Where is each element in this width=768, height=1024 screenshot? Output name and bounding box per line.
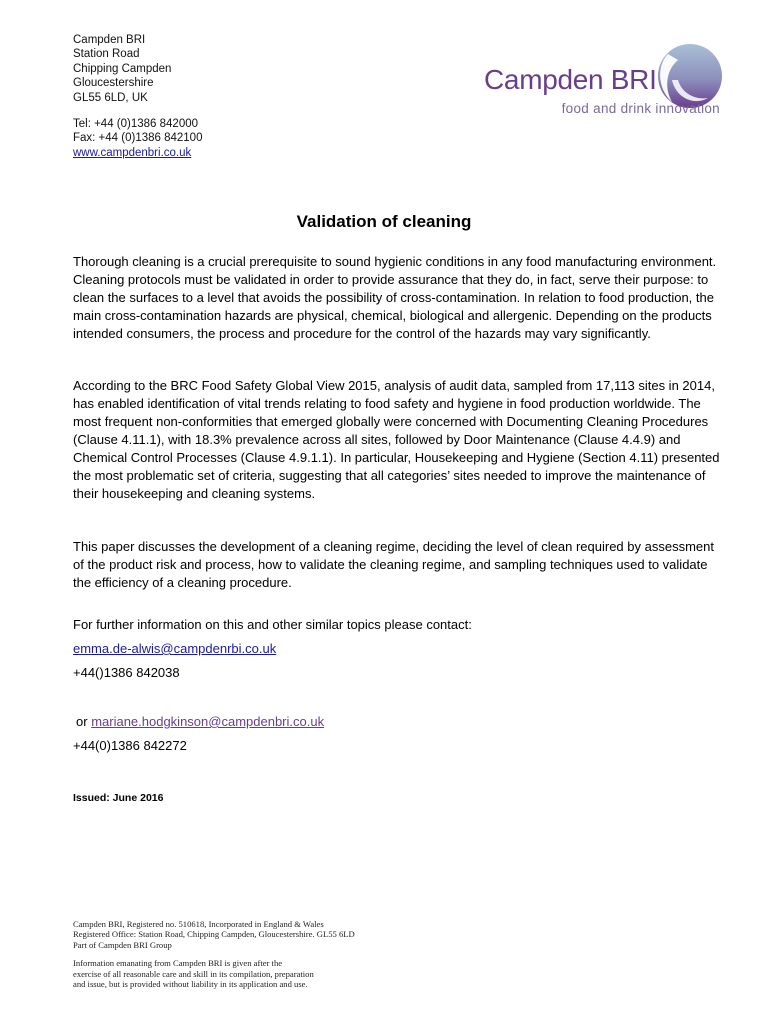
logo-wordmark: Campden BRI bbox=[484, 64, 657, 95]
address-line: Station Road bbox=[73, 48, 140, 61]
footer-line: Campden BRI, Registered no. 510618, Incorporated in England & Wales bbox=[73, 919, 324, 929]
address-line: Chipping Campden bbox=[73, 62, 172, 75]
footer-disclaimer-line: exercise of all reasonable care and skill in its compilation, preparation bbox=[73, 968, 314, 979]
address-block bbox=[73, 33, 202, 160]
footer bbox=[73, 919, 493, 989]
footer-disclaimer-line: Information emanating from Campden BRI is given after the bbox=[73, 958, 283, 969]
footer-line: Part of Campden BRI Group bbox=[73, 939, 172, 950]
logo-tagline: food and drink innovation bbox=[561, 101, 720, 116]
paragraph-brc: According to the BRC Food Safety Global View 2015, analysis of audit data, sampled from 17,113 sites in 2014, has enabled identification of vital trends relating to food safety and hygiene in food production worldwide. The most frequent non-conformities that emerged globally were concerned with Documenting Cleaning Procedures (Clause 4.11.1), with 18.3% prevalence across all sites, followed by Door Maintenance (Clause 4.4.9) and Chemical Control Processes (Clause 4.9.1.1). In particular, Housekeeping and Hygiene (Section 4.11) presented the most problematic set of criteria, suggesting that all categories’ sites needed to improve the maintenance of their housekeeping and cleaning systems. bbox=[73, 378, 720, 501]
company-logo bbox=[478, 40, 726, 122]
fax: Fax: +44 (0)1386 842100 bbox=[73, 132, 203, 145]
address-line: GL55 6LD, UK bbox=[73, 91, 148, 104]
page-title: Validation of cleaning bbox=[296, 212, 472, 231]
telephone: Tel: +44 (0)1386 842000 bbox=[73, 118, 199, 131]
email-link-primary[interactable]: emma.de-alwis@campdenrbi.co.uk bbox=[73, 641, 277, 656]
phone-secondary: +44(0)1386 842272 bbox=[73, 738, 187, 753]
or-label: or bbox=[76, 714, 88, 729]
issued-date: Issued: June 2016 bbox=[73, 792, 164, 804]
footer-disclaimer-line: and issue, but is provided without liability in its application and use. bbox=[73, 979, 308, 990]
alternate-contact bbox=[76, 713, 324, 731]
phone-primary: +44()1386 842038 bbox=[73, 665, 180, 680]
address-line: Campden BRI bbox=[73, 34, 146, 46]
paragraph-intro: Thorough cleaning is a crucial prerequisite to sound hygienic conditions in any food manufacturing environment. Cleaning protocols must be validated in order to provide assurance that they do, in fact, serve their purpose: to clean the surfaces to a level that avoids the possibility of cross-contamination. In relation to food production, the main cross-contamination hazards are physical, chemical, biological and allergenic. Depending on the products intended consumers, the process and procedure for the control of the hazards may vary significantly. bbox=[73, 254, 717, 341]
email-link-secondary[interactable]: mariane.hodgkinson@campdenbri.co.uk bbox=[91, 714, 325, 729]
contact-heading: For further information on this and other similar topics please contact: bbox=[73, 617, 472, 632]
website-link[interactable]: www.campdenbri.co.uk bbox=[73, 146, 192, 159]
address-line: Gloucestershire bbox=[73, 77, 154, 90]
footer-line: Registered Office: Station Road, Chipping Campden, Gloucestershire. GL55 6LD bbox=[73, 929, 355, 940]
paragraph-summary: This paper discusses the development of a cleaning regime, deciding the level of clean required by assessment of the product risk and process, how to validate the cleaning regime, and sampling techniques used to validate the efficiency of a cleaning procedure. bbox=[73, 539, 714, 590]
